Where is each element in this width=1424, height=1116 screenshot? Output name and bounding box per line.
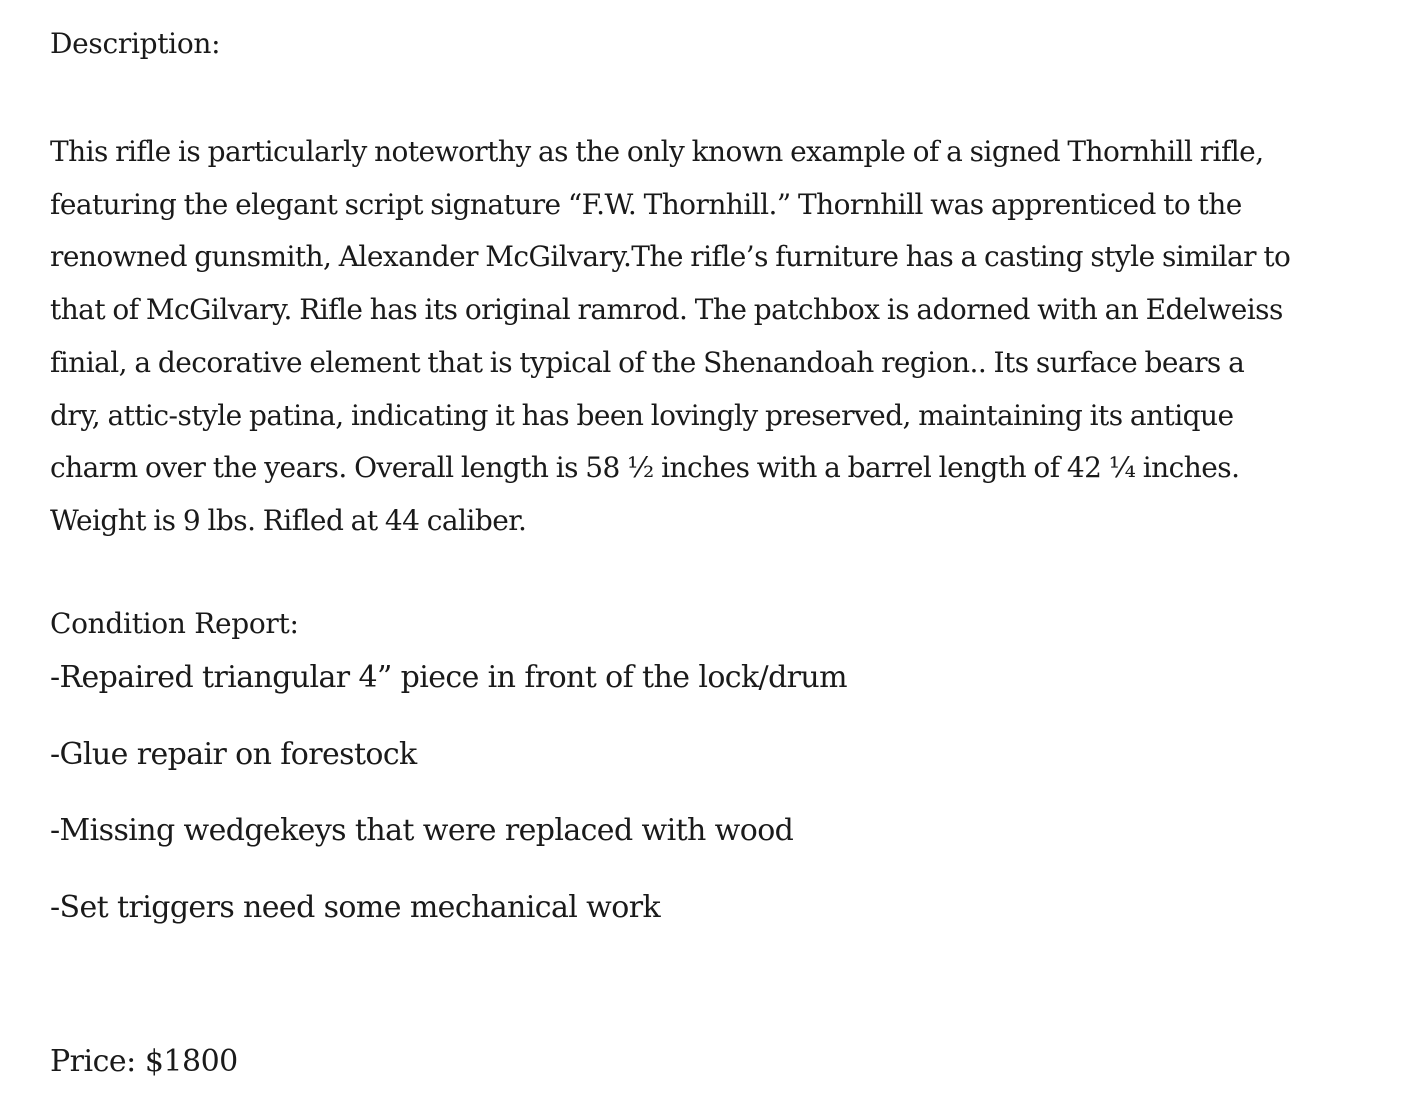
condition-item-lock-repair: -Repaired triangular 4” piece in front of the lock/drum: [50, 660, 847, 695]
condition-item-wedgekeys: -Missing wedgekeys that were replaced with wood: [50, 813, 794, 849]
price-label: Price: $1800: [50, 1044, 238, 1079]
description-text: This rifle is particularly noteworthy as the only known example of a signed Thornhill rifle, featuring the elegant script signature “F.W. Thornhill.” Thornhill was apprenticed to the renowned gunsmith, Alexander McGilvary.The rifle’s furniture has a casting style similar to that of McGilvary. Rifle has its original ramrod. The patchbox is adorned with an Edelweiss finial, a decorative element that is typical of the Shenandoah region.. Its surface bears a dry, attic-style patina, indicating it has been lovingly preserved, maintaining its antique charm over the years. Overall length is 58 ½ inches with a barrel length of 42 ¼ inches. Weight is 9 lbs. Rifled at 44 caliber.: [50, 135, 1291, 537]
description-heading: Description:: [50, 27, 221, 60]
condition-item-forestock-repair: -Glue repair on forestock: [50, 736, 417, 772]
condition-report-heading: Condition Report:: [50, 607, 299, 640]
condition-item-set-triggers: -Set triggers need some mechanical work: [50, 890, 661, 926]
condition-report-list: [50, 658, 847, 965]
